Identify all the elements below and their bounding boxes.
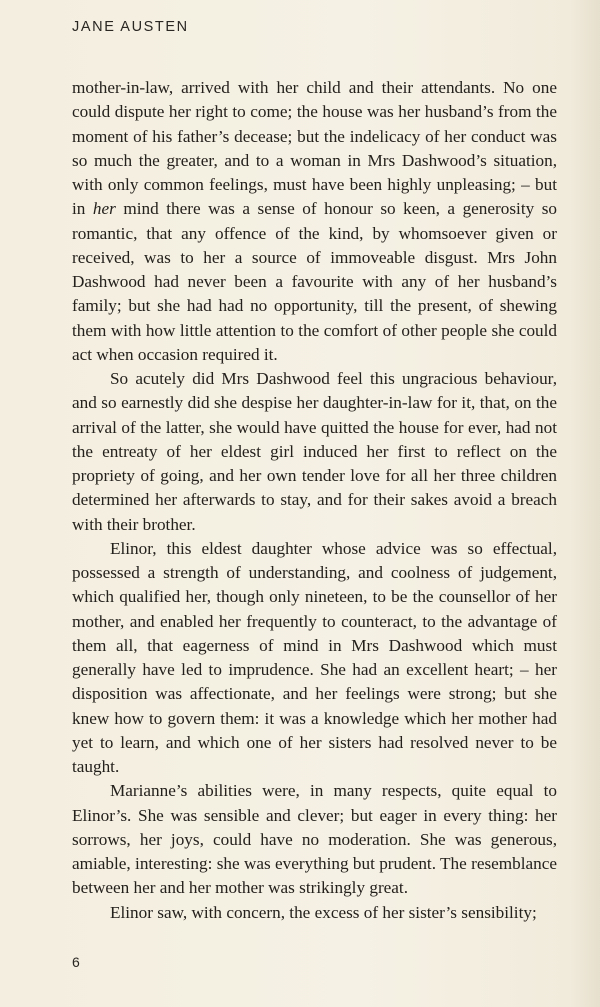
- running-head: JANE AUSTEN: [72, 19, 189, 35]
- emphasis-text: her: [92, 199, 116, 219]
- paragraph: So acutely did Mrs Dashwood feel this ungracious behaviour, and so earnestly did she despise her daughter-in-law for it, that, on the arrival of the latter, she would have quitted the house for ever, had not the entreaty of her eldest girl induced her first to reflect on the propriety of going, and her own tender love for all her three children determined her afterwards to stay, and for their sakes avoid a breach with their brother.: [72, 369, 557, 534]
- paragraph: Elinor, this eldest daughter whose advice was so effectual, possessed a strength of understanding, and coolness of judgement, which qualified her, though only nineteen, to be the counsellor of her mother, and enabled her frequently to counteract, to the advantage of them all, that eagerness of mind in Mrs Dashwood which must generally have led to imprudence. She had an excellent heart; – her disposition was affectionate, and her feelings were strong; but she knew how to govern them: it was a knowledge which her mother had yet to learn, and which one of her sisters had resolved never to be taught.: [72, 538, 557, 776]
- paragraph-text: mind there was a sense of honour so keen, a generosity so romantic, that any offence of the kind, by whomsoever given or received, was to her a source of immoveable disgust. Mrs John Dashwood had never been a favourite with any of her husband’s family; but she had had no opportunity, till the present, of shewing them with how little attention to the comfort of other people she could act when occasion required it.: [72, 199, 557, 364]
- paragraph: Elinor saw, with concern, the excess of her sister’s sensibility;: [110, 902, 537, 922]
- paragraph: Marianne’s abilities were, in many respects, quite equal to Elinor’s. She was sensible and clever; but eager in every thing: her sorrows, her joys, could have no moderation. She was generous, amiable, interesting: she was everything but prudent. The resemblance between her and her mother was strikingly great.: [72, 781, 557, 898]
- paragraph-text: mother-in-law, arrived with her child and their attendants. No one could dispute her right to come; the house was her husband’s from the moment of his father’s decease; but the indelicacy of her conduct was so much the greater, and to a woman in Mrs Dashwood’s situation, with only common feelings, must have been highly unpleasing; – but in: [72, 78, 557, 219]
- page-number: 6: [72, 954, 80, 970]
- paragraph: [72, 76, 557, 367]
- body-text: [72, 76, 557, 925]
